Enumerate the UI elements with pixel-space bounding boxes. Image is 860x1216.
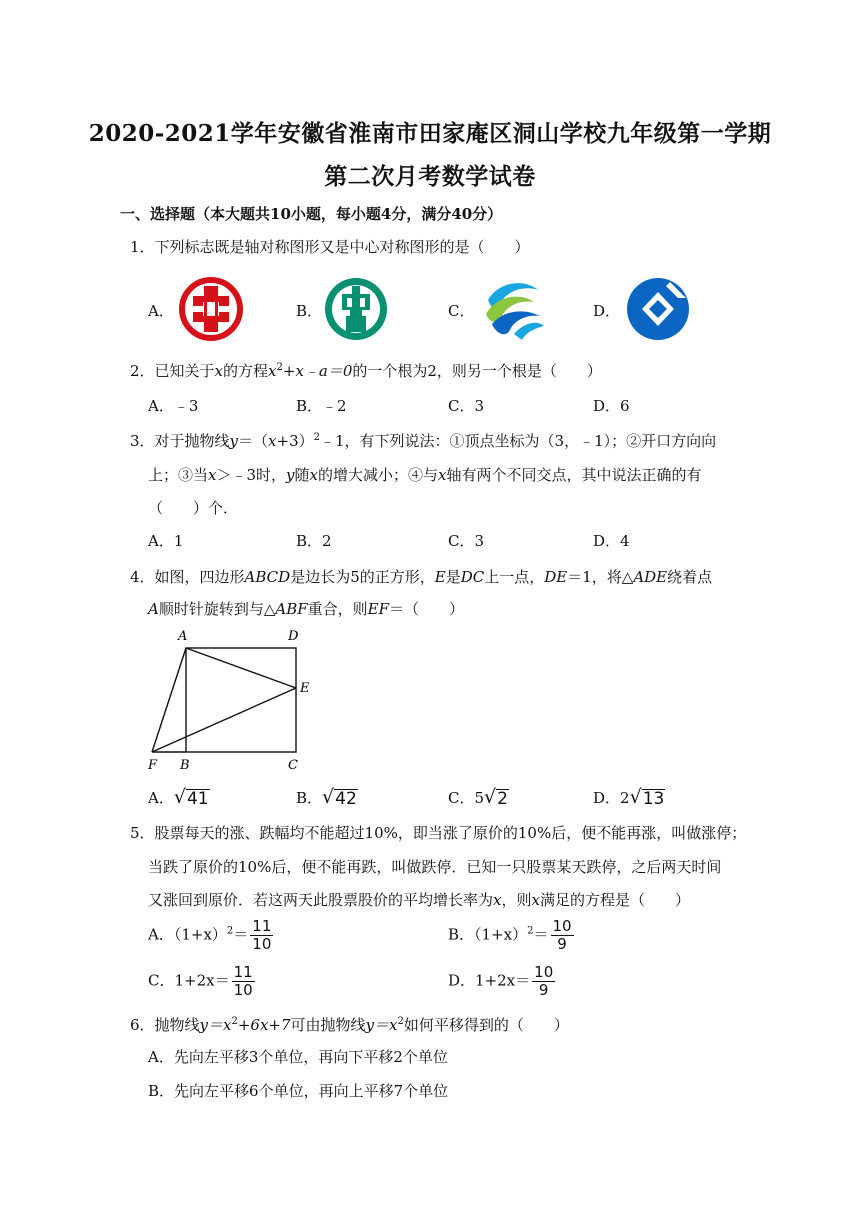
q4-option-b: B． √ 42 <box>296 786 357 809</box>
segment-af <box>152 648 186 752</box>
q3-option-c: C．3 <box>448 532 485 550</box>
q2-stem: 2．已知关于x的方程$x^2+x﹣a=0$的一个根为2，则另一个根是（ ） <box>130 362 602 380</box>
q2-option-b: B．﹣2 <box>296 397 347 415</box>
q4-line-1: 4．如图，四边形ABCD是边长为5的正方形，E是DC上一点，DE＝1，将△ADE绕着点 <box>130 568 713 586</box>
q5-line-2: 当跌了原价的10%后，便不能再跌，叫做跌停．已知一只股票某天跌停，之后两天时间 <box>148 858 722 876</box>
q1-option-c-label: C． <box>448 302 475 320</box>
q6-stem: 6．抛物线$y=x^2+6x+7$可由抛物线$y=x^2$如何平移得到的（ ） <box>130 1016 569 1034</box>
point-f-label: F <box>148 758 158 773</box>
q6-option-a: A．先向左平移3个单位，再向下平移2个单位 <box>148 1048 448 1066</box>
q5-line-1: 5．股票每天的涨、跌幅均不能超过10%，即当涨了原价的10%后，便不能再涨，叫做涨停； <box>130 824 747 842</box>
segment-fe <box>152 688 296 752</box>
q4-square-figure <box>140 622 330 774</box>
point-a-label: A <box>178 629 188 644</box>
ccb-logo-icon <box>624 276 692 342</box>
q4-line-2: A顺时针旋转到与△ABF重合，则EF＝（ ） <box>148 600 465 618</box>
q1-option-a-label: A． <box>148 302 174 320</box>
china-mobile-logo-icon <box>478 274 548 342</box>
q3-option-b: B．2 <box>296 532 332 550</box>
q4-option-c: C．5 √ 2 <box>448 786 508 809</box>
point-b-label: B <box>180 758 190 773</box>
q2-option-a: A．﹣3 <box>148 397 199 415</box>
q4-option-a: A． √ 41 <box>148 786 209 809</box>
q5-option-b: B．$(1+x)^2=$ $\frac{10}{9}$ <box>448 917 572 953</box>
point-c-label: C <box>288 758 298 773</box>
title-line-2: 第二次月考数学试卷 <box>324 163 536 190</box>
q1-option-b-label: B． <box>296 302 323 320</box>
q2-option-c: C．3 <box>448 397 485 415</box>
icbc-logo-icon <box>176 276 246 342</box>
q1-stem: 1．下列标志既是轴对称图形又是中心对称图形的是（ ） <box>130 238 530 256</box>
q5-option-a: A．$(1+x)^2=$ $\frac{11}{10}$ <box>148 917 272 953</box>
q3-line-2: 上；③当x＞﹣3时，y随x的增大减小；④与x轴有两个不同交点，其中说法正确的有 <box>148 466 702 484</box>
segment-ae <box>186 648 296 688</box>
point-e-label: E <box>300 681 310 696</box>
title-line-1: 2020-2021学年安徽省淮南市田家庵区洞山学校九年级第一学期 <box>88 120 772 147</box>
section-heading: 一、选择题（本大题共10小题，每小题4分，满分40分） <box>120 205 503 223</box>
square-abcd <box>186 648 296 752</box>
point-d-label: D <box>288 629 299 644</box>
abc-logo-icon <box>322 276 390 342</box>
q3-line-3: （ ）个． <box>148 499 239 517</box>
q3-option-a: A．1 <box>148 532 184 550</box>
q6-option-b: B．先向左平移6个单位，再向上平移7个单位 <box>148 1082 449 1100</box>
q5-line-3: 又涨回到原价．若这两天此股票股价的平均增长率为x，则x满足的方程是（ ） <box>148 891 690 909</box>
q3-line-1: 3．对于抛物线$y=(x+3)^2﹣1$，有下列说法：①顶点坐标为（3，﹣1）；②开口方向向 <box>130 432 717 450</box>
q1-option-d-label: D． <box>593 302 621 320</box>
q4-option-d: D．2 √ 13 <box>593 786 665 809</box>
q2-option-d: D．6 <box>593 397 630 415</box>
q5-option-d: D．1+2x＝ $\frac{10}{9}$ <box>448 963 554 999</box>
q3-option-d: D．4 <box>593 532 630 550</box>
q5-option-c: C．1+2x＝ $\frac{11}{10}$ <box>148 963 253 999</box>
